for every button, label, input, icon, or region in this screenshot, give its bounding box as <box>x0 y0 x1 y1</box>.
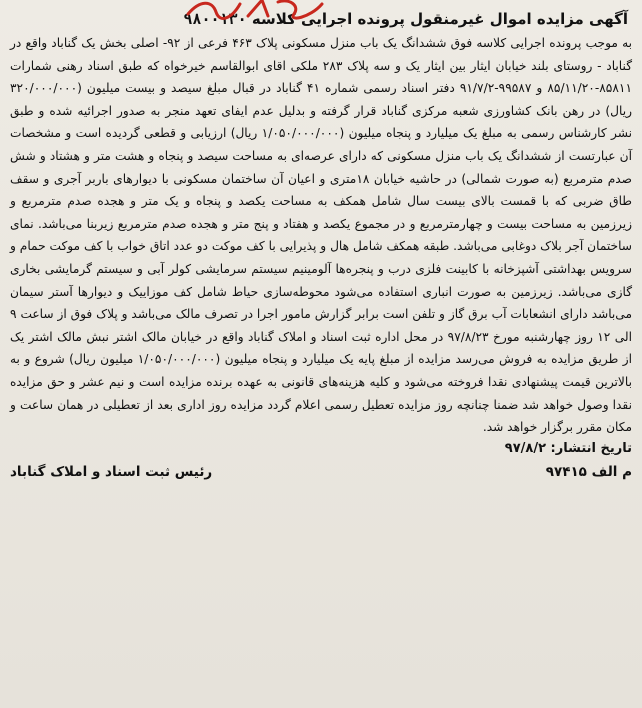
footer-signature: رئیس ثبت اسناد و املاک گناباد <box>10 463 213 480</box>
notice-title-text: آگهی مزایده اموال غیرمنقول پرونده اجرایی کلاسه <box>251 10 628 28</box>
notice-footer <box>10 464 632 480</box>
notice-paragraph: به موجب پرونده اجرایی کلاسه فوق ششدانگ یک باب منزل مسکونی پلاک ۴۶۳ فرعی از ۹۲- اصلی بخش یک گناباد واقع در گناباد - روستای بلند خیابان ایثار بین ایثار یک و سه پلاک ۲۸۳ ملکی اقای ابوالقاسم خیرخواه که طبق اسناد رهنی شمارات ۸۵۸۱۱-۸۵/۱۱/۲۰ و ۹۹۵۸۷-۹۱/۷/۲ دفتر اسناد رسمی شماره ۴۱ گناباد در قبال مبلغ سیصد و بیست میلیون (۳۲۰/۰۰۰/۰۰۰ ریال) در رهن بانک کشاورزی شعبه مرکزی گناباد قرار گرفته و بدلیل عدم ایفای تعهد منجر به صدور اجرائیه شده و طبق نشر کارشناس رسمی به مبلغ یک میلیارد و پنجاه میلیون (۱/۰۵۰/۰۰۰/۰۰۰ ریال) ارزیابی و قطعی گردیده است و مشخصات آن عبارتست از ششدانگ یک باب منزل مسکونی که دارای عرصه‌ای به مساحت سیصد و پنجاه و هشت متر و هشتاد و شش صدم مترمربع (به صورت شمالی) در حاشیه خیابان ۱۸متری و اعیان آن ساختمان مسکونی با دیوارهای باربر آجری و سقف طاق ضربی که با قمست بالای بیست سال شامل همکف به مساحت یکصد و پنجاه و یک متر و هجده صدم مترمربع و زیرزمین به مساحت بیست و چهارمترمربع و در مجموع یکصد و هفتاد و پنج متر و هجده صدم مترمربع زیربنا می‌باشد. نمای ساختمان آجر بلاک دوغابی می‌باشد. طبقه همکف شامل هال و پذیرایی با کف موکت دو عدد اتاق خواب با کف موکت حمام و سرویس بهداشتی آشپزخانه با کابینت فلزی درب و پنجره‌ها آلومینیم سیستم سرمایشی کولر آبی و سیستم گرمایشی بخاری گازی می‌باشد. زیرزمین به صورت انباری استفاده می‌شود محوطه‌سازی حیاط شامل کف موزاییک و دیوارها آستر سیمان می‌باشد دارای انشعابات آب برق گاز و تلفن است برابر گزارش مامور اجرا در تصرف مالک می‌باشد و پلاک فوق از ساعت ۹ الی ۱۲ روز چهارشنبه مورخ ۹۷/۸/۲۳ در محل اداره ثبت اسناد و املاک گناباد واقع در خیابان مالک اشتر نبش مالک اشتر یک از طریق مزایده به فروش می‌رسد مزایده از مبلغ پایه یک میلیارد و پنجاه میلیون (۱/۰۵۰/۰۰۰/۰۰۰ میلیون ریال) شروع و به بالاترین قیمت پیشنهادی نقدا فروخته می‌شود و کلیه هزینه‌های قانونی به عهده برنده مزایده است و نیم عشر و حق مزایده نقدا وصول خواهد شد ضمنا چنانچه روز مزایده تعطیل رسمی اعلام گردد مزایده روز اداری بعد از تعطیلی در همان ساعت و مکان مقرر برگزار خواهد شد. <box>10 36 633 435</box>
publish-date-label: تاریخ انتشار: <box>550 440 632 456</box>
publish-date-line <box>10 441 632 456</box>
notice-case-number: ۹۸۰۰۱۳۰ <box>183 10 247 28</box>
footer-code: م الف ۹۷۴۱۵ <box>545 463 632 480</box>
notice-body <box>10 32 632 439</box>
publish-date-value: ۹۷/۸/۲ <box>504 440 546 456</box>
handwritten-red-mark <box>182 0 332 20</box>
